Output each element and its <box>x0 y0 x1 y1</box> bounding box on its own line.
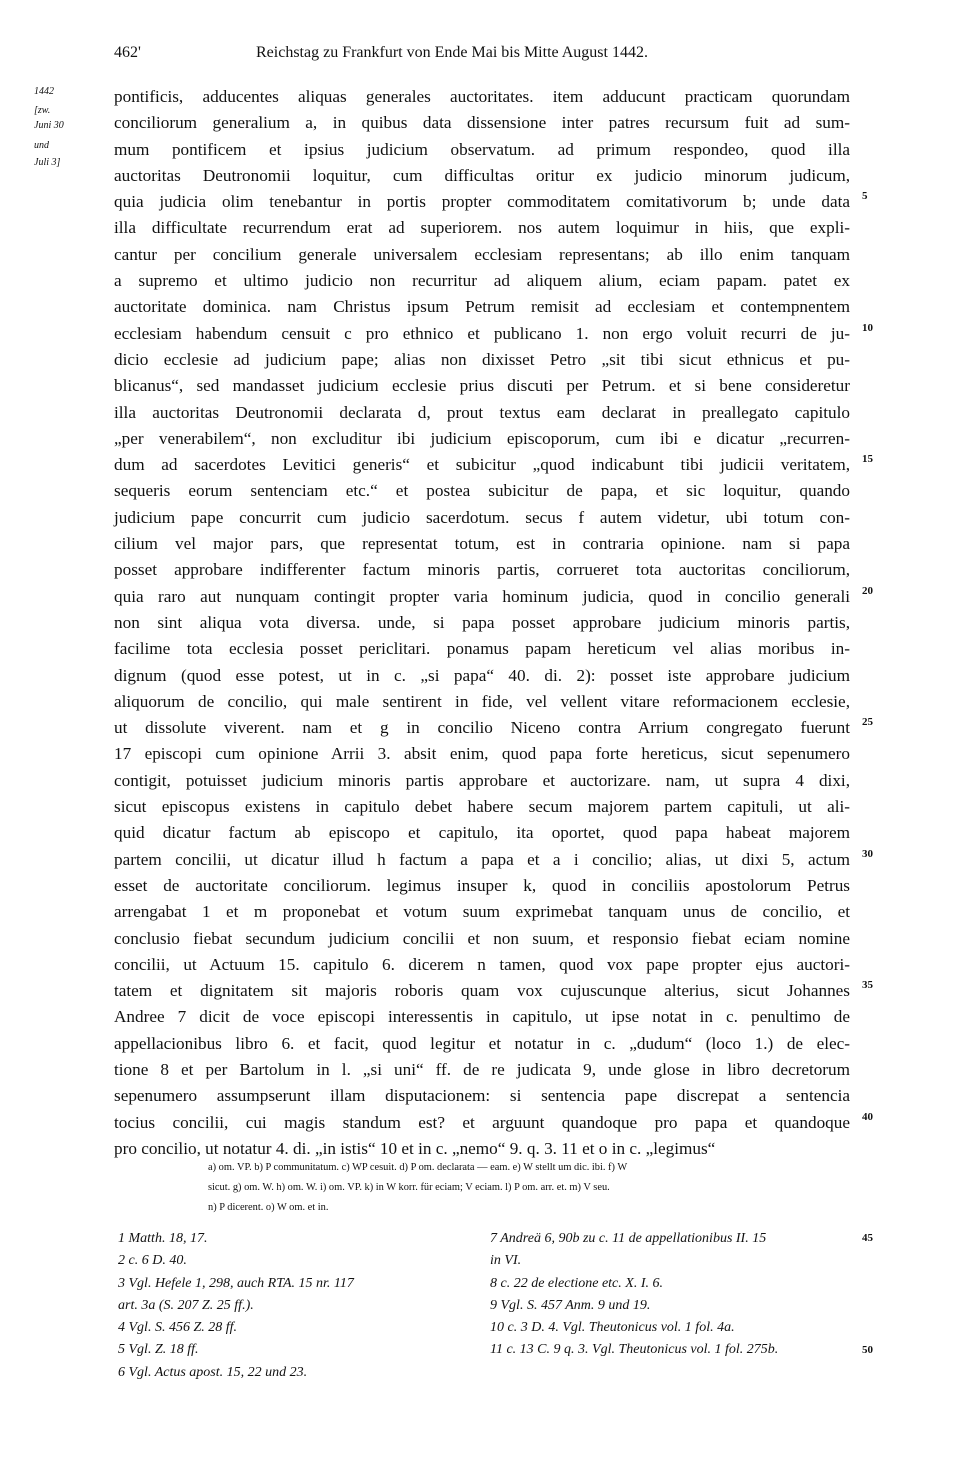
text-line: auctoritate dominica. nam Christus ipsum Petrum remisit ad ecclesiam et contempnentem <box>114 297 850 317</box>
text-line: 17 episcopi cum opinione Arrii 3. absit enim, quod papa forte hereticus, sicut sepenumero <box>114 744 850 764</box>
text-line: partem concilii, ut dicatur illud h factum a papa et a i concilio; alias, ut dixi 5, actum <box>114 849 850 869</box>
text-line: sepenumero assumpserunt illam disputacionem: si sentencia pape discrepat a sentencia <box>114 1086 850 1106</box>
line-number: 20 <box>862 585 873 597</box>
text-line: quia judicia olim tenebantur in portis propter commoditatem comitativorum b; unde data <box>114 192 850 212</box>
footnote: 7 Andreä 6, 90b zu c. 11 de appellationibus II. 15 <box>490 1231 767 1246</box>
text-line: non sint aliqua vota diversa. unde, si papa posset approbare judicium minoris partis, <box>114 612 850 632</box>
line-number: 10 <box>862 322 873 334</box>
margin-date-open: [zw. <box>34 105 51 116</box>
margin-date-and: und <box>34 140 49 151</box>
footnotes-right-column <box>490 1228 870 1362</box>
text-line: concilii, ut Actuum 15. capitulo 6. dicerem n tamen, quod vox pape propter ejus auctori- <box>114 954 850 974</box>
text-line: facilime tota ecclesia posset periclitari. ponamus papam hereticum vel alias moribus in- <box>114 639 850 659</box>
text-line: quid dicatur factum ab episcopo et capitulo, ita oportet, quod papa habeat majorem <box>114 823 850 843</box>
footnote: 1 Matth. 18, 17. <box>118 1231 208 1246</box>
text-line: tocius concilii, cui magis standum est? et arguunt quandoque pro papa et quandoque <box>114 1112 850 1132</box>
line-number: 40 <box>862 1111 873 1123</box>
text-line: ut dissolute viverent. nam et g in concilio Niceno contra Arrium congregato fuerunt <box>114 718 850 738</box>
text-line: „per venerabilem“, non excluditur ibi judicium episcoporum, cum ibi e dicatur „recurren- <box>114 428 850 448</box>
footnote: 6 Vgl. Actus apost. 15, 22 und 23. <box>118 1364 308 1380</box>
text-line: a supremo et ultimo judicio non recurritur ad aliquem alium, eciam papam. patet ex <box>114 271 850 291</box>
line-number: 25 <box>862 716 873 728</box>
text-line: illa auctoritas Deutronomii declarata d, prout textus eam declarat in preallegato capitulo <box>114 402 850 422</box>
text-line: tione 8 et per Bartolum in l. „si uni“ ff. de re judicata 9, unde glose in libro decretorum <box>114 1059 850 1079</box>
text-line: pro concilio, ut notatur 4. di. „in istis“ 10 et in c. „nemo“ 9. q. 3. 11 et o in c. „legimus“ <box>114 1138 716 1158</box>
footnote: 4 Vgl. S. 456 Z. 28 ff. <box>118 1320 238 1336</box>
footnote: 3 Vgl. Hefele 1, 298, auch RTA. 15 nr. 117 <box>118 1275 354 1291</box>
line-number: 50 <box>862 1344 873 1356</box>
text-line: blicanus“, sed mandasset judicium ecclesie prius discuti per Petrum. et si bene consideretur <box>114 376 850 396</box>
apparatus-line: n) P dicerent. o) W om. et in. <box>208 1202 329 1213</box>
apparatus-line: a) om. VP. b) P communitatum. c) WP cesuit. d) P om. declarata — eam. e) W stellt um dic. ibi. f) W <box>208 1162 628 1173</box>
critical-apparatus <box>208 1158 868 1218</box>
text-line: dicio ecclesie ad judicium pape; alias non dixisset Petro „sit tibi sicut ethnicus et pu- <box>114 349 850 369</box>
text-line: tatem et dignitatem sit majoris roboris quam vox cujuscunque alterius, sicut Johannes <box>114 981 850 1001</box>
text-line: arrengabat 1 et m proponebat et votum suum exprimebat tanquam unus de concilio, et <box>114 902 850 922</box>
text-line: mum pontificem et ipsius judicium observatum. ad primum respondeo, quod illa <box>114 139 850 159</box>
text-line: esset de auctoritate conciliorum. legimus insuper k, quod in conciliis apostolorum Petrus <box>114 875 850 895</box>
line-number: 5 <box>862 190 868 202</box>
apparatus-line: sicut. g) om. W. h) om. W. i) om. VP. k) in W korr. für eciam; V eciam. l) P om. arr. et. m) V seu. <box>208 1182 610 1193</box>
line-number: 30 <box>862 848 873 860</box>
text-line: ecclesiam habendum censuit c pro ethnico et publicano 1. non ergo voluit recurri de ju- <box>114 323 850 343</box>
margin-date-june: Juni 30 <box>34 120 64 131</box>
text-line: judicium pape concurrit cum judicio sacerdotum. secus f autem videtur, ubi totum con- <box>114 507 850 527</box>
text-line: aliquorum de concilio, qui male sentirent in fide, vel vellent vitare reformacionem ecclesie, <box>114 691 850 711</box>
text-line: posset approbare indifferenter factum minoris partis, corrueret tota auctoritas conciliorum, <box>114 560 850 580</box>
text-line: dum ad sacerdotes Levitici generis“ et subicitur „quod indicabunt tibi judicii veritatem, <box>114 455 850 475</box>
text-line: cilium vel major pars, que representat totum, est in contraria opinione. nam si papa <box>114 534 850 554</box>
margin-date-july: Juli 3] <box>34 157 61 168</box>
text-line: quia raro aut nunquam contingit propter varia hominum judicia, quod in concilio generali <box>114 586 850 606</box>
text-line: pontificis, adducentes aliquas generales auctoritates. item adducunt practicam quorundam <box>114 87 850 106</box>
line-number: 45 <box>862 1232 873 1244</box>
footnote: art. 3a (S. 207 Z. 25 ff.). <box>118 1297 254 1313</box>
text-line: conclusio fiebat secundum judicium concilii et non suum, et responsio fiebat eciam nomine <box>114 928 850 948</box>
footnote: in VI. <box>490 1253 522 1269</box>
text-line: sicut episcopus existens in capitulo debet habere secum majorem partem capituli, ut ali- <box>114 797 850 817</box>
text-line: appellacionibus libro 6. et facit, quod legitur et notatur in c. „dudum“ (loco 1.) de elec- <box>114 1033 850 1053</box>
text-line: contigit, potuisset judicium minoris partis approbare et auctorizare. nam, ut supra 4 dixi, <box>114 770 850 790</box>
text-line: Andree 7 dicit de voce episcopi interessentis in capitulo, ut ipse notat in c. penultimo de <box>114 1007 850 1027</box>
main-text <box>114 84 850 1162</box>
text-line: auctoritas Deutronomii loquitur, cum difficultas oritur ex judicio minorum judicum, <box>114 165 850 185</box>
text-line: dignum (quod esse potest, ut in c. „si papa“ 40. di. 2): posset iste approbare judicium <box>114 665 850 685</box>
footnote: 9 Vgl. S. 457 Anm. 9 und 19. <box>490 1297 651 1313</box>
text-line: cantur per concilium generale universalem ecclesiam representans; ab illo enim tanquam <box>114 244 850 264</box>
text-line: conciliorum generalium a, in quibus data dissensione inter patres recursum fuit ad sum- <box>114 113 850 133</box>
footnote: 2 c. 6 D. 40. <box>118 1253 187 1269</box>
text-line: sequeris eorum sentenciam etc.“ et postea subicitur de papa, et sic loquitur, quando <box>114 481 850 501</box>
line-number: 35 <box>862 979 873 991</box>
footnote: 10 c. 3 D. 4. Vgl. Theutonicus vol. 1 fol. 4a. <box>490 1320 735 1336</box>
footnote: 8 c. 22 de electione etc. X. I. 6. <box>490 1275 663 1291</box>
page-number: 462' <box>114 44 141 61</box>
footnote: 11 c. 13 C. 9 q. 3. Vgl. Theutonicus vol. 1 fol. 275b. <box>490 1342 779 1358</box>
footnote: 5 Vgl. Z. 18 ff. <box>118 1342 199 1358</box>
running-title: Reichstag zu Frankfurt von Ende Mai bis Mitte August 1442. <box>256 44 648 61</box>
margin-date-year: 1442 <box>34 86 54 97</box>
line-number: 15 <box>862 453 873 465</box>
footnotes-left-column <box>118 1228 478 1384</box>
text-line: illa difficultate recurrendum erat ad superiorem. nos autem loquimur in hiis, que expli- <box>114 218 850 238</box>
